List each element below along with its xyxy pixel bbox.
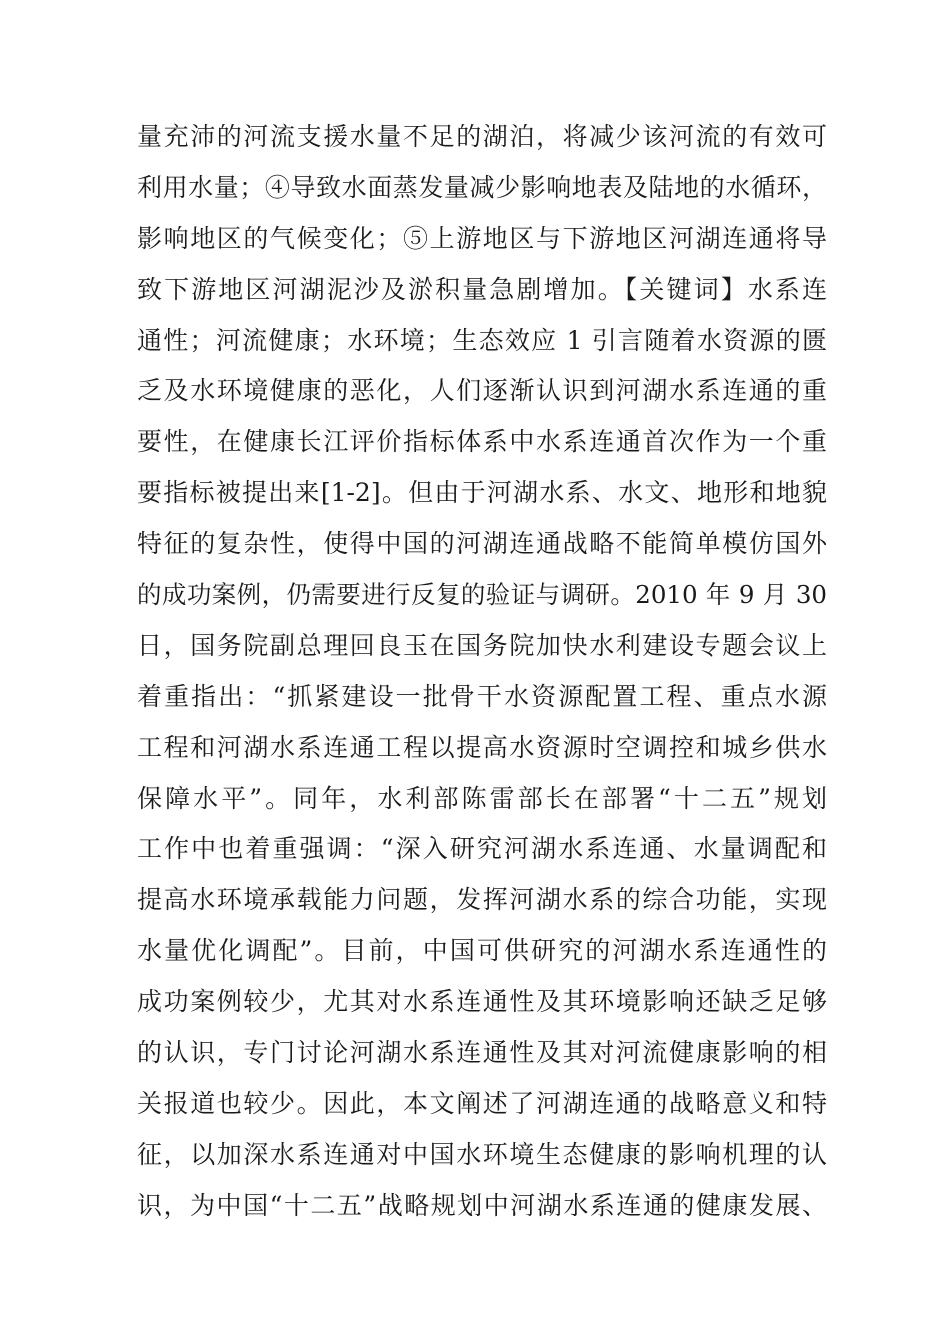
text-line: 水量优化调配”。目前，中国可供研究的河湖水系连通性的 [137,936,827,966]
text-line: 利用水量；④导致水面蒸发量减少影响地表及陆地的水循环， [137,172,827,202]
text-line: 的认识，专门讨论河湖水系连通性及其对河流健康影响的相 [137,1038,827,1068]
text-line: 要指标被提出来[1-2]。但由于河湖水系、水文、地形和地貌 [137,478,827,508]
text-line: 成功案例较少，尤其对水系连通性及其环境影响还缺乏足够 [137,987,827,1017]
text-line: 识，为中国“十二五”战略规划中河湖水系连通的健康发展、 [137,1190,827,1220]
text-line: 征，以加深水系连通对中国水环境生态健康的影响机理的认 [137,1139,827,1169]
text-line: 特征的复杂性，使得中国的河湖连通战略不能简单模仿国外 [137,529,827,559]
text-line: 量充沛的河流支援水量不足的湖泊，将减少该河流的有效可 [137,122,827,151]
text-line: 提高水环境承载能力问题，发挥河湖水系的综合功能，实现 [137,885,827,915]
text-line: 的成功案例，仍需要进行反复的验证与调研。2010 年 9 月 30 [137,580,827,610]
text-line: 日，国务院副总理回良玉在国务院加快水利建设专题会议上 [137,630,827,660]
text-line: 通性；河流健康；水环境；生态效应 1 引言随着水资源的匮 [137,325,827,355]
text-line: 致下游地区河湖泥沙及淤积量急剧增加。【关键词】水系连 [137,274,827,304]
text-line: 工作中也着重强调：“深入研究河湖水系连通、水量调配和 [137,834,827,864]
text-line: 乏及水环境健康的恶化，人们逐渐认识到河湖水系连通的重 [137,376,827,406]
text-line: 关报道也较少。因此，本文阐述了河湖连通的战略意义和特 [137,1088,827,1118]
body-paragraph [137,112,827,1232]
text-line: 保障水平”。同年，水利部陈雷部长在部署“十二五”规划 [137,783,827,813]
text-line: 工程和河湖水系连通工程以提高水资源时空调控和城乡供水 [137,732,827,762]
text-line: 着重指出：“抓紧建设一批骨干水资源配置工程、重点水源 [137,681,827,711]
text-line: 要性，在健康长江评价指标体系中水系连通首次作为一个重 [137,427,827,457]
text-line: 影响地区的气候变化；⑤上游地区与下游地区河湖连通将导 [137,223,827,253]
